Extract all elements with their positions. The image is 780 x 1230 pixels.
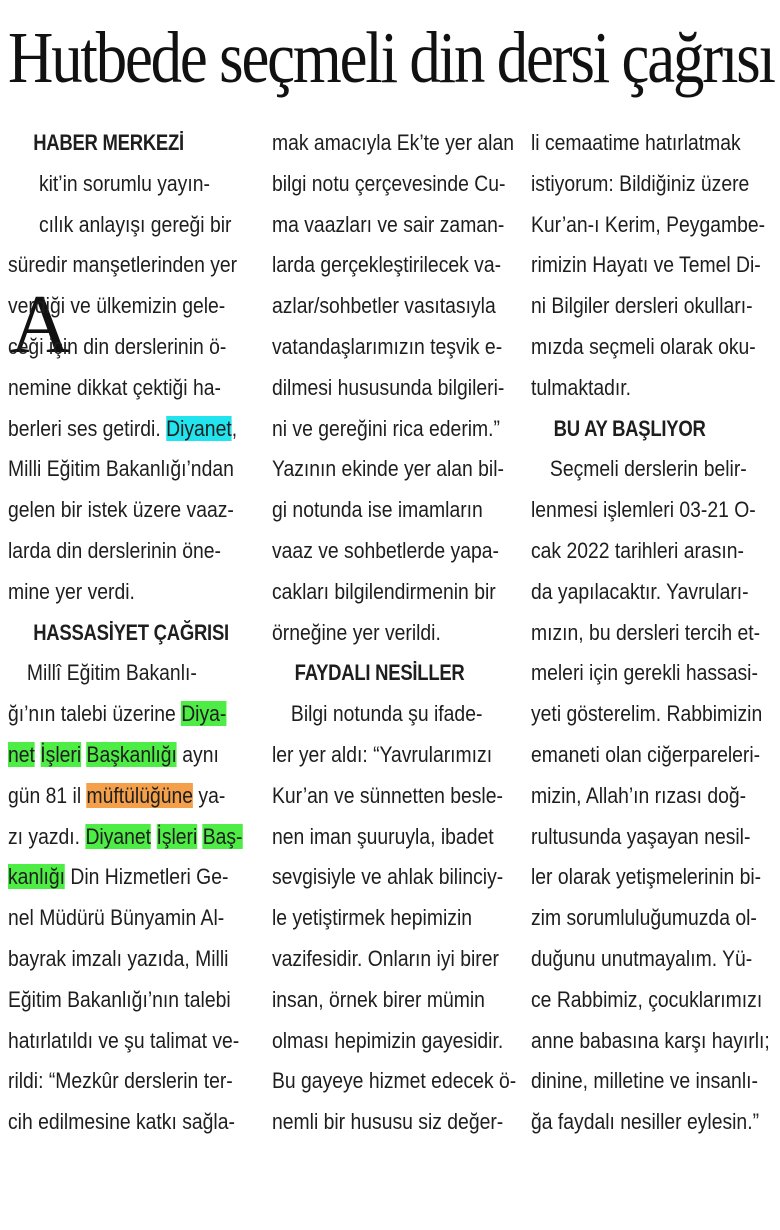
highlight-green: İşleri [40,741,82,767]
text-line: bilgi notu çerçevesinde Cu- [272,170,506,196]
text-run: ğı’nın talebi üzerine [8,701,182,727]
highlight-green: Diyanet [85,823,152,849]
text-line: süredir manşetlerinden yer [8,252,238,278]
article-headline: Hutbede seçmeli din dersi çağrısı [8,17,774,98]
text-line [8,735,221,776]
text-line: anne babasına karşı hayırlı; [531,1027,770,1053]
text-line: ler olarak yetişmelerinin bi- [531,864,762,890]
text-line: Yazının ekinde yer alan bil- [272,456,504,482]
highlight-green: İşleri [156,823,198,849]
text-line: ler yer aldı: “Yavrularımızı [272,741,493,767]
text-line: mızın, bu dersleri tercih et- [531,619,761,645]
text-line: Bilgi notunda şu ifade- [290,701,483,727]
text-line: yeti gösterelim. Rabbimizin [531,701,763,727]
text-line: Eğitim Bakanlığı’nın talebi [8,986,231,1012]
text-line: örneğine yer verildi. [272,619,441,645]
text-line: li cemaatime hatırlatmak [531,130,741,155]
text-line: olması hepimizin gayesidir. [272,1027,504,1053]
text-line: insan, örnek birer mümin [272,986,485,1012]
text-line: dilmesi hususunda bilgileri- [272,374,505,400]
text-line: mizin, Allah’ın rızası doğ- [531,782,747,808]
text-line: azlar/sohbetler vasıtasıyla [272,293,496,319]
section-heading: BU AY BAŞLIYOR [553,415,706,441]
text-line: ce Rabbimiz, çocuklarımızı [531,986,763,1012]
text-line: da yapılacaktır. Yavruları- [531,578,749,604]
byline: HABER MERKEZİ [33,130,184,155]
text-line: Kur’an ve sünnetten besle- [272,782,503,808]
text-line: ğa faydalı nesiller eylesin.” [531,1109,760,1135]
highlight-diyanet: Diyanet [166,415,232,441]
text-line: Kur’an-ı Kerim, Peygambe- [531,211,766,237]
text-line [8,694,227,735]
text-line: tulmaktadır. [531,374,632,400]
text-run: zı yazdı. [8,823,86,849]
text-run: gün 81 il [8,782,87,808]
text-line: rultusunda yaşayan nesil- [531,823,751,849]
text-line: ceği için din derslerinin ö- [8,333,227,359]
text-run: ya- [193,782,226,808]
text-line: nel Müdürü Bünyamin Al- [8,905,225,931]
highlight-green: kanlığı [8,864,66,890]
text-line: larda din derslerinin öne- [8,537,221,563]
text-line: bayrak imzalı yazıda, Milli [8,945,229,971]
text-line [8,776,226,817]
drop-cap: A [10,278,71,371]
highlight-orange: müftülüğüne [86,782,194,808]
text-line: sevgisiyle ve ahlak bilinciy- [272,864,504,890]
column-2 [272,123,517,1143]
text-line: Millî Eğitim Bakanlı- [26,660,197,686]
text-line: vazifesidir. Onların iyi birer [272,945,499,971]
text-line: mızda seçmeli olarak oku- [531,333,756,359]
text-line: le yetiştirmek hepimizin [272,905,473,931]
text-line: Milli Eğitim Bakanlığı’ndan [8,456,234,482]
text-run [35,742,40,767]
text-line [8,817,243,858]
text-line: zim sorumluluğumuzda ol- [531,905,757,931]
highlight-green: Baş- [202,823,243,849]
text-run: Din Hizmetleri Ge- [65,864,229,890]
text-line: hatırlatıldı ve şu talimat ve- [8,1027,240,1053]
text-line: lenmesi işlemleri 03-21 O- [531,497,756,523]
text-line: gi notunda ise imamların [272,497,483,523]
text-line: cih edilmesine katkı sağla- [8,1109,235,1135]
text-run: , [231,415,238,441]
text-line: kit’in sorumlu yayın- [38,170,210,196]
text-line: nemli bir hususu siz değer- [272,1109,504,1135]
text-line: mak amacıyla Ek’te yer alan [272,130,514,155]
text-line: rimizin Hayatı ve Temel Di- [531,252,761,278]
text-line: ni Bilgiler dersleri okulları- [531,293,753,319]
text-line: duğunu unutmayalım. Yü- [531,945,753,971]
text-run: aynı [176,741,219,767]
column-1 [8,123,256,1143]
section-heading: HASSASİYET ÇAĞRISI [33,619,229,645]
text-line: rildi: “Mezkûr derslerin ter- [8,1068,233,1094]
text-line: nemine dikkat çektiği ha- [8,374,221,400]
highlight-green: Diya- [181,701,227,727]
highlight-green: Başkanlığı [86,741,177,767]
text-line: cakları bilgilendirmenin bir [272,578,496,604]
section-heading: FAYDALI NESİLLER [294,660,465,686]
text-line [8,857,229,898]
highlight-green: net [8,741,35,767]
text-line: meleri için gerekli hassasi- [531,660,758,686]
text-run [151,824,156,849]
text-line: cılık anlayışı gereği bir [38,211,232,237]
text-line: ni ve gereğini rica ederim.” [272,415,501,441]
text-line: gelen bir istek üzere vaaz- [8,497,234,523]
text-line: emaneti olan ciğerpareleri- [531,741,761,767]
text-line: istiyorum: Bildiğiniz üzere [531,170,750,196]
text-line: dinine, milletine ve insanlı- [531,1068,758,1094]
text-run: berleri ses getirdi. [8,415,167,441]
text-line: nen iman şuuruyla, ibadet [272,823,494,849]
text-line [8,409,238,450]
text-line: cak 2022 tarihleri arasın- [531,537,744,563]
text-line: ma vaazları ve sair zaman- [272,211,505,237]
text-line: Bu gayeye hizmet edecek ö- [272,1068,517,1094]
text-line: vatandaşlarımızın teşvik e- [272,333,503,359]
text-line: mine yer verdi. [8,578,135,604]
text-line: vaaz ve sohbetlerde yapa- [272,537,499,563]
text-line: Seçmeli derslerin belir- [549,456,747,482]
text-line: verdiği ve ülkemizin gele- [8,293,226,319]
text-line: larda gerçekleştirilecek va- [272,252,502,278]
column-3 [531,123,771,1143]
